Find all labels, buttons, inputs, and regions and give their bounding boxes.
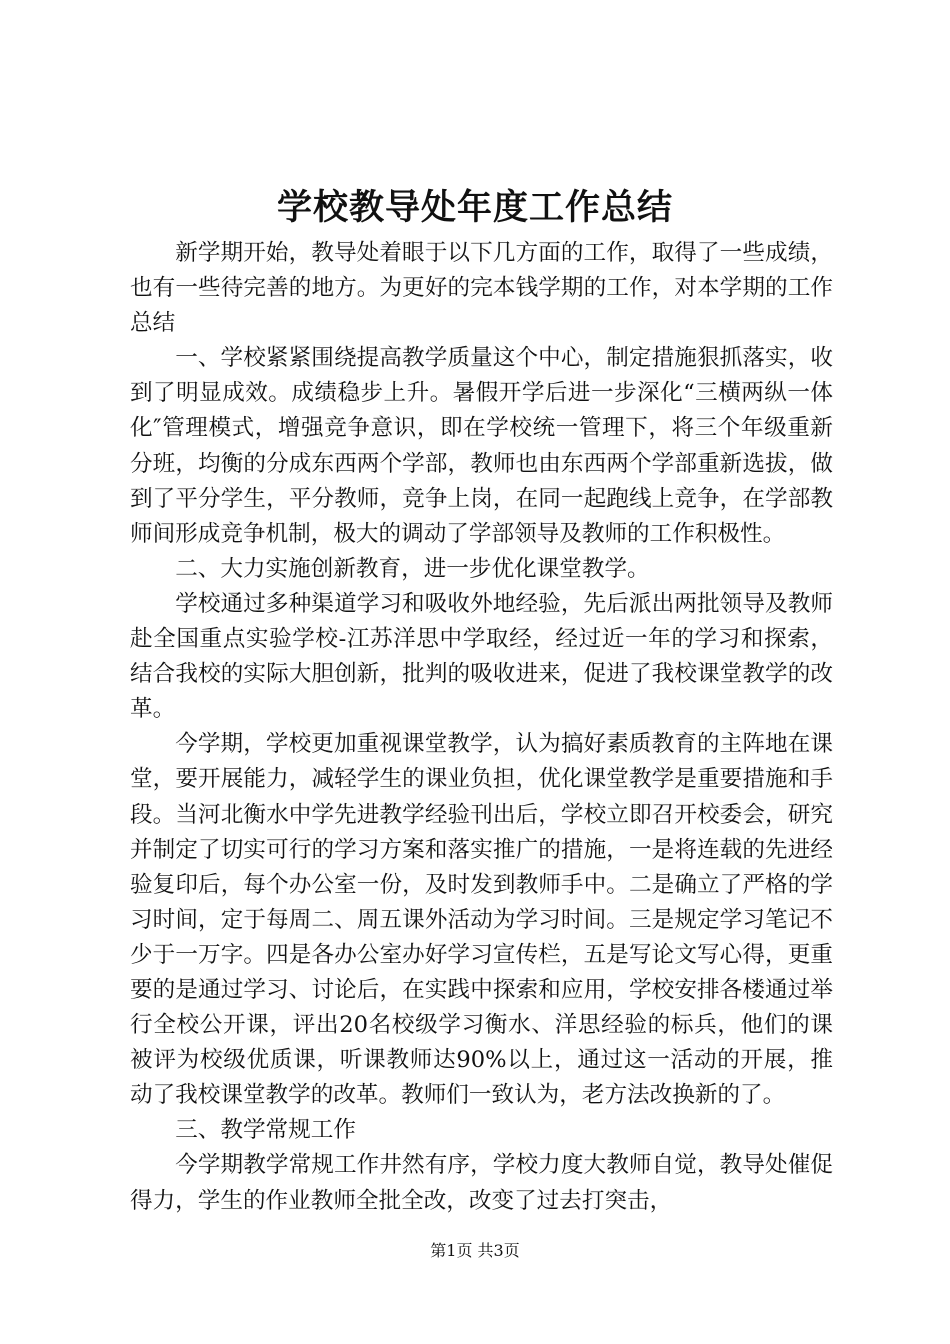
- section-heading-3: 三、教学常规工作: [175, 1117, 356, 1144]
- section-heading-2: 二、大力实施创新教育，进一步优化课堂教学。: [175, 555, 650, 582]
- paragraph-intro: 新学期开始，教导处着眼于以下几方面的工作，取得了一些成绩，也有一些待完善的地方。为更好的完本钱学期的工作，对本学期的工作总结: [130, 240, 833, 337]
- document-title: 学校教导处年度工作总结: [276, 187, 673, 228]
- document-body: [130, 236, 833, 1219]
- page-footer: 第1页 共3页: [430, 1241, 520, 1260]
- paragraph-section-1: 一、学校紧紧围绕提高教学质量这个中心，制定措施狠抓落实，收到了明显成效。成绩稳步上升。暑假开学后进一步深化“三横两纵一体化″管理模式，增强竞争意识，即在学校统一管理下，将三个年级重新分班，均衡的分成东西两个学部，教师也由东西两个学部重新选拔，做到了平分学生，平分教师，竞争上岗，在同一起跑线上竞争，在学部教师间形成竞争机制，极大的调动了学部领导及教师的工作积极性。: [130, 345, 833, 547]
- paragraph-section-2b: 今学期，学校更加重视课堂教学，认为搞好素质教育的主阵地在课堂，要开展能力，减轻学生的课业负担，优化课堂教学是重要措施和手段。当河北衡水中学先进教学经验刊出后，学校立即召开校委会，研究并制定了切实可行的学习方案和落实推广的措施，一是将连载的先进经验复印后，每个办公室一份，及时发到教师手中。二是确立了严格的学习时间，定于每周二、周五课外活动为学习时间。三是规定学习笔记不少于一万字。四是各办公室办好学习宣传栏，五是写论文写心得，更重要的是通过学习、讨论后，在实践中探索和应用，学校安排各楼通过举行全校公开课，评出20名校级学习衡水、洋思经验的标兵，他们的课被评为校级优质课，听课教师达90%以上，通过这一活动的开展，推动了我校课堂教学的改革。教师们一致认为，老方法改换新的了。: [130, 731, 833, 1109]
- paragraph-section-2a: 学校通过多种渠道学习和吸收外地经验，先后派出两批领导及教师赴全国重点实验学校-江苏洋思中学取经，经过近一年的学习和探索，结合我校的实际大胆创新，批判的吸收进来，促进了我校课堂教学的改革。: [130, 590, 833, 723]
- paragraph-section-3: 今学期教学常规工作井然有序，学校力度大教师自觉，教导处催促得力，学生的作业教师全批全改，改变了过去打突击，: [130, 1152, 833, 1214]
